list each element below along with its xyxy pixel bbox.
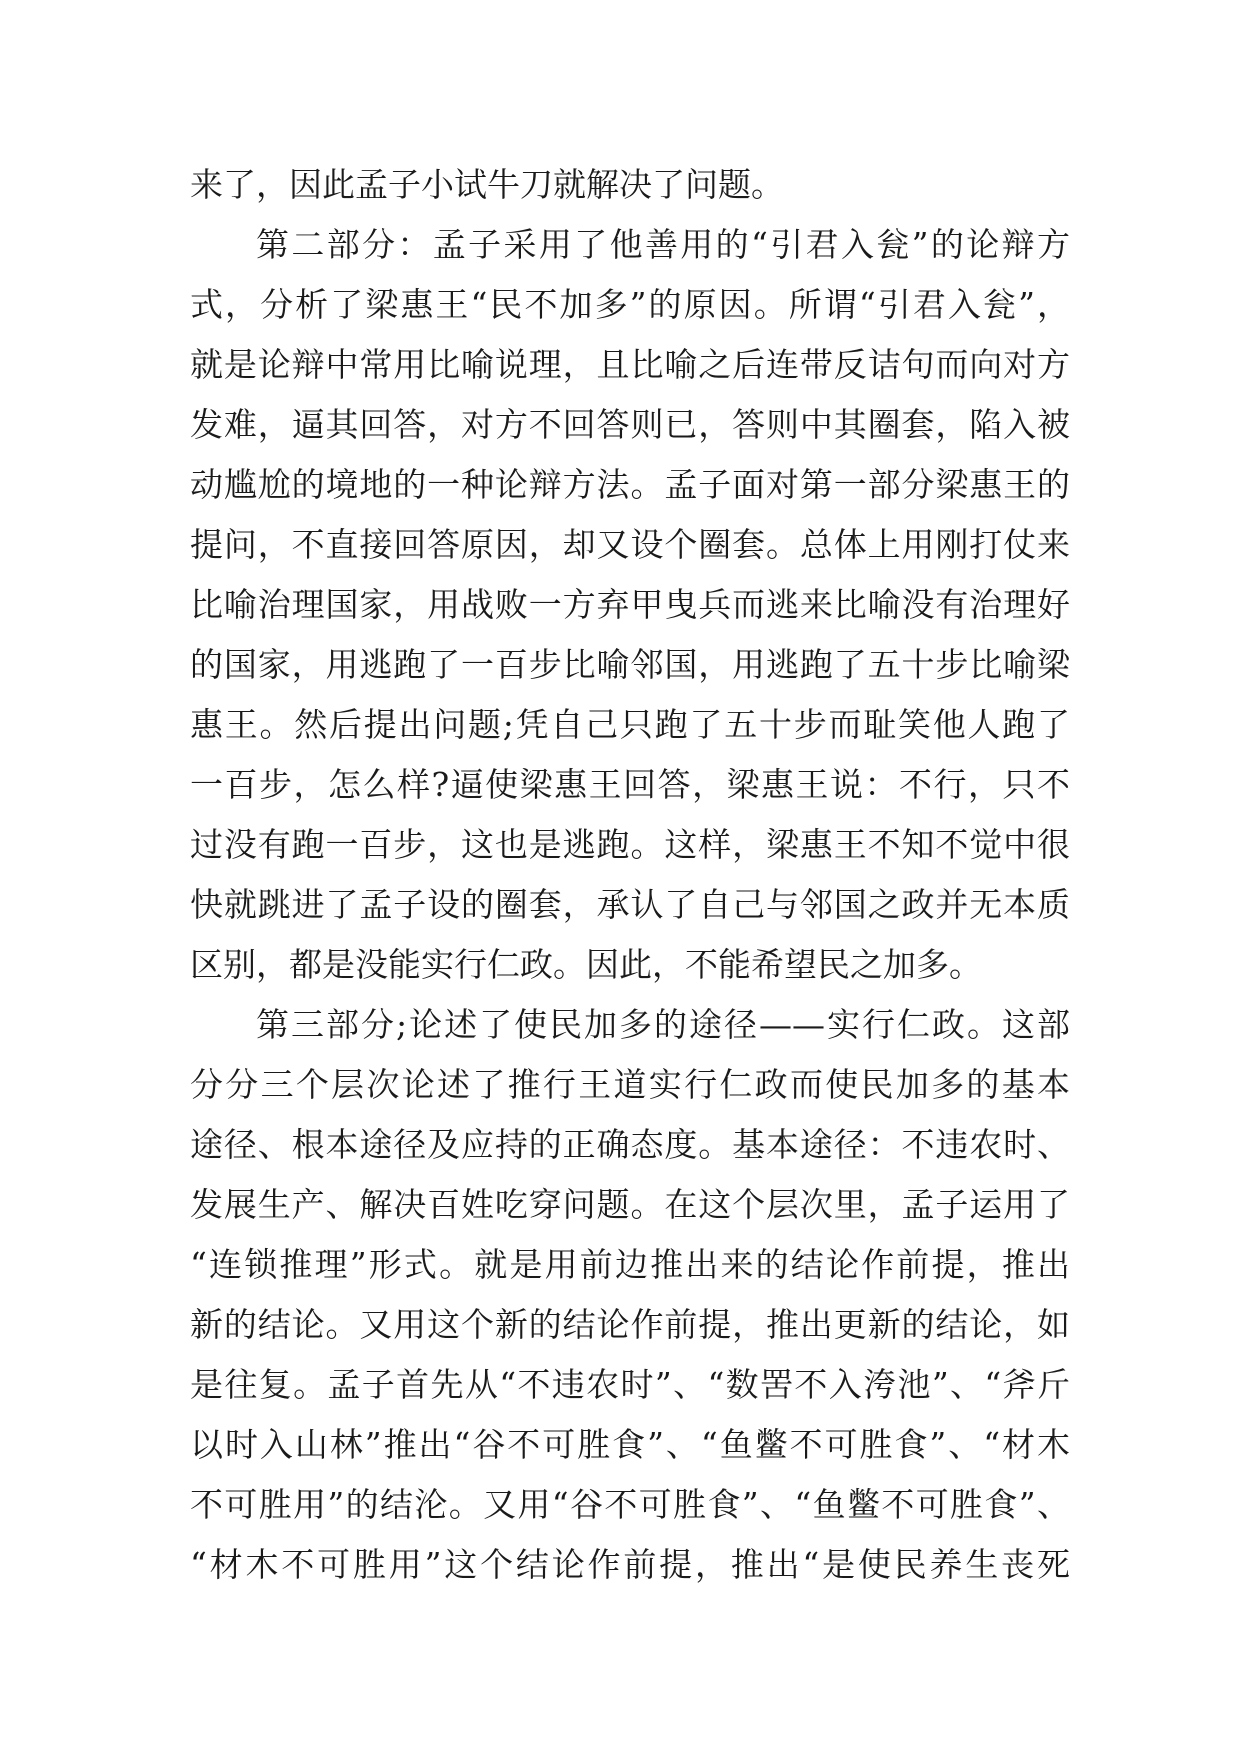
text-line: 式，分析了梁惠王“民不加多”的原因。所谓“引君入瓮”，: [190, 285, 1070, 324]
text-line: 动尴尬的境地的一种论辩方法。孟子面对第一部分梁惠王的: [190, 465, 1070, 504]
text-line: 以时入山林”推出“谷不可胜食”、“鱼鳖不可胜食”、“材木: [190, 1425, 1070, 1464]
paragraph-start-line: 第三部分;论述了使民加多的途径——实行仁政。这部: [256, 1005, 1070, 1044]
text-line: 一百步，怎么样?逼使梁惠王回答，梁惠王说：不行，只不: [190, 765, 1070, 804]
text-line: 发展生产、解决百姓吃穿问题。在这个层次里，孟子运用了: [190, 1185, 1070, 1224]
text-line: 比喻治理国家，用战败一方弃甲曳兵而逃来比喻没有治理好: [190, 585, 1070, 624]
text-line: 惠王。然后提出问题;凭自己只跑了五十步而耻笑他人跑了: [190, 705, 1070, 744]
text-line: 就是论辩中常用比喻说理，且比喻之后连带反诘句而向对方: [190, 345, 1070, 384]
text-line: 区别，都是没能实行仁政。因此，不能希望民之加多。: [190, 945, 982, 984]
text-line: 不可胜用”的结沦。又用“谷不可胜食”、“鱼鳖不可胜食”、: [190, 1485, 1070, 1524]
text-line: 来了，因此孟子小试牛刀就解决了问题。: [190, 165, 784, 204]
paragraph-start-line: 第二部分：孟子采用了他善用的“引君入瓮”的论辩方: [256, 225, 1070, 264]
body-text: [190, 155, 1070, 1595]
text-line: 发难，逼其回答，对方不回答则已，答则中其圈套，陷入被: [190, 405, 1070, 444]
text-line: 分分三个层次论述了推行王道实行仁政而使民加多的基本: [190, 1065, 1070, 1104]
text-line: “连锁推理”形式。就是用前边推出来的结论作前提，推出: [190, 1245, 1070, 1284]
text-line: “材木不可胜用”这个结论作前提，推出“是使民养生丧死: [190, 1545, 1070, 1584]
text-line: 新的结论。又用这个新的结论作前提，推出更新的结论，如: [190, 1305, 1070, 1344]
text-line: 的国家，用逃跑了一百步比喻邻国，用逃跑了五十步比喻梁: [190, 645, 1070, 684]
text-line: 是往复。孟子首先从“不违农时”、“数罟不入洿池”、“斧斤: [190, 1365, 1070, 1404]
text-line: 途径、根本途径及应持的正确态度。基本途径：不违农时、: [190, 1125, 1070, 1164]
text-line: 提问，不直接回答原因，却又设个圈套。总体上用刚打仗来: [190, 525, 1070, 564]
text-line: 过没有跑一百步，这也是逃跑。这样，梁惠王不知不觉中很: [190, 825, 1070, 864]
text-line: 快就跳进了孟子设的圈套，承认了自己与邻国之政并无本质: [190, 885, 1070, 924]
